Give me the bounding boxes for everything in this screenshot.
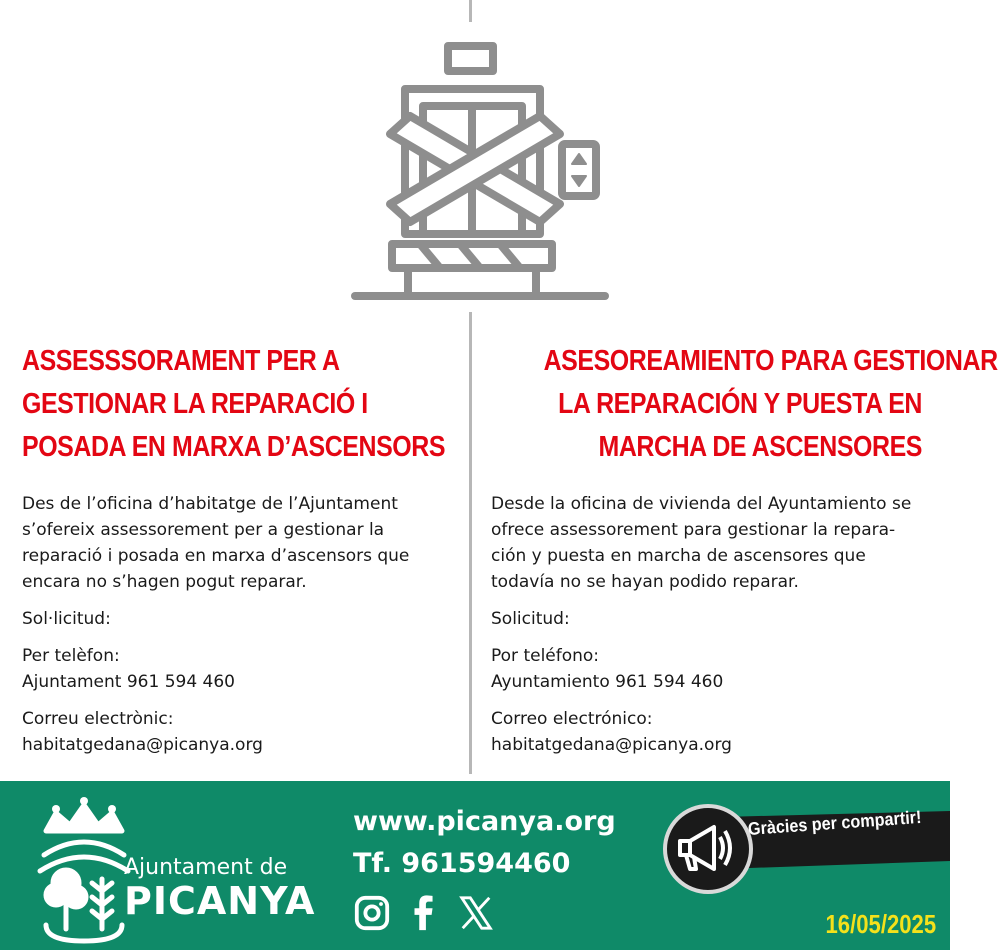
spanish-phone-label: Por teléfono:	[491, 646, 600, 666]
spanish-request-block	[491, 606, 931, 632]
catalan-intro-line: s’ofereix assessorement per a gestionar la	[22, 520, 385, 540]
facebook-icon[interactable]	[405, 894, 443, 932]
instagram-icon[interactable]	[353, 894, 391, 932]
catalan-request-label: Sol·licitud:	[22, 609, 111, 629]
spanish-title-line: ASESOREAMIENTO PARA GESTIONAR	[543, 345, 998, 377]
catalan-email-link[interactable]: habitatgedana@picanya.org	[22, 735, 263, 755]
spanish-email-label: Correo electrónico:	[491, 709, 653, 729]
social-icons	[353, 894, 495, 932]
catalan-intro-line: encara no s’hagen pogut reparar.	[22, 572, 307, 592]
catalan-phone-block	[22, 643, 462, 695]
spanish-intro-line: ción y puesta en marcha de ascensores que	[491, 546, 866, 566]
catalan-phone-label: Per telèfon:	[22, 646, 120, 666]
picanya-crest-icon	[36, 795, 132, 945]
share-text: Gràcies per compartir!	[747, 806, 923, 839]
catalan-email-label: Correu electrònic:	[22, 709, 174, 729]
spanish-title-line: LA REPARACIÓN Y PUESTA EN	[558, 388, 922, 420]
spanish-phone-value: Ayuntamiento 961 594 460	[491, 672, 724, 692]
spanish-intro	[491, 491, 931, 595]
divider-top	[469, 0, 472, 22]
spanish-email-link[interactable]: habitatgedana@picanya.org	[491, 735, 732, 755]
catalan-intro-line: reparació i posada en marxa d’ascensors que	[22, 546, 410, 566]
catalan-title-line: GESTIONAR LA REPARACIÓ I	[22, 388, 368, 420]
spanish-title-line: MARCHA DE ASCENSORES	[598, 431, 922, 463]
spanish-title	[543, 340, 998, 469]
brand-name	[124, 855, 315, 922]
elevator-out-of-service-icon	[350, 36, 610, 306]
brand-line1: Ajuntament de	[124, 855, 288, 880]
divider-middle	[469, 312, 472, 774]
spanish-intro-line: todavía no se hayan podido reparar.	[491, 572, 799, 592]
footer-bar	[0, 781, 950, 950]
footer-phone: Tf. 961594460	[353, 848, 571, 879]
publication-date: 16/05/2025	[825, 909, 936, 939]
website-link[interactable]: www.picanya.org	[353, 806, 616, 837]
x-icon[interactable]	[457, 894, 495, 932]
brand-line2: PICANYA	[124, 879, 316, 923]
spanish-intro-line: ofrece assessorement para gestionar la repara-	[491, 520, 896, 540]
spanish-email-block	[491, 706, 931, 758]
catalan-title-line: POSADA EN MARXA D’ASCENSORS	[22, 431, 446, 463]
catalan-body	[22, 491, 462, 769]
spanish-body	[491, 491, 931, 769]
catalan-title	[22, 340, 446, 469]
catalan-intro	[22, 491, 462, 595]
catalan-phone-value: Ajuntament 961 594 460	[22, 672, 235, 692]
catalan-intro-line: Des de l’oficina d’habitatge de l’Ajuntament	[22, 494, 398, 514]
footer-contact	[353, 801, 616, 885]
catalan-title-line: ASSESSSORAMENT PER A	[22, 345, 340, 377]
spanish-phone-block	[491, 643, 931, 695]
spanish-request-label: Solicitud:	[491, 609, 570, 629]
catalan-request-block	[22, 606, 462, 632]
spanish-intro-line: Desde la oficina de vivienda del Ayuntamiento se	[491, 494, 912, 514]
catalan-email-block	[22, 706, 462, 758]
